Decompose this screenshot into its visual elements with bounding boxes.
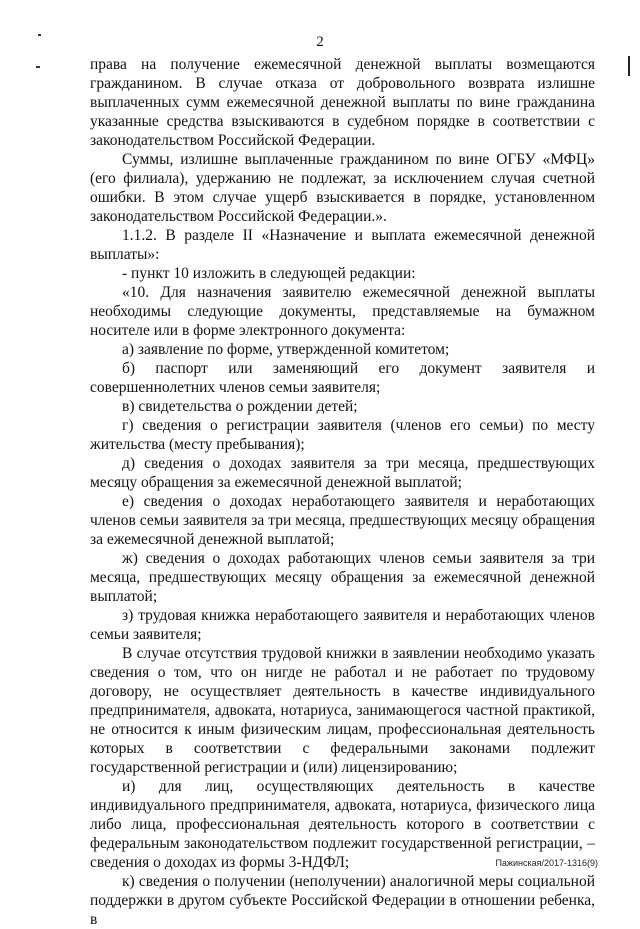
scan-margin-bar bbox=[628, 56, 630, 76]
paragraph: к) сведения о получении (неполучении) аналогичной меры социальной поддержки в другом субъекте Российской Федерации в отношении ребенка, в bbox=[90, 873, 595, 928]
paragraph: В случае отсутствия трудовой книжки в заявлении необходимо указать сведения о том, что он нигде не работал и не работает по трудовому договору, не осуществляет деятельность в качестве индивидуального предпринимателя, адвоката, нотариуса, занимающегося частной практикой, не относится к иным физическим лицам, профессиональная деятельность которых в соответствии с федеральными законами подлежит государственной регистрации и (или) лицензированию; bbox=[90, 645, 595, 776]
paragraph: д) сведения о доходах заявителя за три месяца, предшествующих месяцу обращения за ежемесячной денежной выплатой; bbox=[90, 455, 595, 491]
document-body bbox=[90, 55, 595, 929]
paragraph: «10. Для назначения заявителю ежемесячной денежной выплаты необходимы следующие документы, представляемые на бумажном носителе или в форме электронного документа: bbox=[90, 284, 595, 339]
document-footer-code: Пажинская/2017-1316(9) bbox=[495, 858, 598, 868]
page-number: 2 bbox=[316, 34, 324, 50]
paragraph: г) сведения о регистрации заявителя (членов его семьи) по месту жительства (месту пребывания); bbox=[90, 417, 595, 453]
paragraph: права на получение ежемесячной денежной выплаты возмещаются гражданином. В случае отказа от добровольного возврата излишне выплаченных сумм ежемесячной денежной выплаты по вине гражданина указанные средства взыскиваются в судебном порядке в соответствии с законодательством Российской Федерации. bbox=[90, 56, 595, 149]
paragraph: е) сведения о доходах неработающего заявителя и неработающих членов семьи заявителя за три месяца, предшествующих месяцу обращения за ежемесячной денежной выплатой; bbox=[90, 493, 595, 548]
paragraph: Суммы, излишне выплаченные гражданином по вине ОГБУ «МФЦ» (его филиала), удержанию не подлежат, за исключением случая счетной ошибки. В этом случае ущерб взыскивается в порядке, установленном законодательством Российской Федерации.». bbox=[90, 151, 595, 225]
paragraph: и) для лиц, осуществляющих деятельность в качестве индивидуального предпринимателя, адвоката, нотариуса, физического лица либо лица, профессиональная деятельность которого в соответствии с федеральным законодательством подлежит государственной регистрации, – сведения о доходах из формы 3-НДФЛ; bbox=[90, 778, 595, 871]
paragraph: а) заявление по форме, утвержденной комитетом; bbox=[122, 341, 450, 358]
paragraph: в) свидетельства о рождении детей; bbox=[122, 398, 358, 415]
paragraph: ж) сведения о доходах работающих членов семьи заявителя за три месяца, предшествующих месяцу обращения за ежемесячной денежной выплатой; bbox=[90, 550, 595, 605]
paragraph: з) трудовая книжка неработающего заявителя и неработающих членов семьи заявителя; bbox=[90, 607, 595, 643]
paragraph: 1.1.2. В разделе II «Назначение и выплата ежемесячной денежной выплаты»: bbox=[90, 227, 595, 263]
scan-artifact bbox=[36, 66, 40, 68]
paragraph: - пункт 10 изложить в следующей редакции: bbox=[122, 265, 416, 282]
paragraph: б) паспорт или заменяющий его документ заявителя и совершеннолетних членов семьи заявителя; bbox=[90, 360, 595, 396]
